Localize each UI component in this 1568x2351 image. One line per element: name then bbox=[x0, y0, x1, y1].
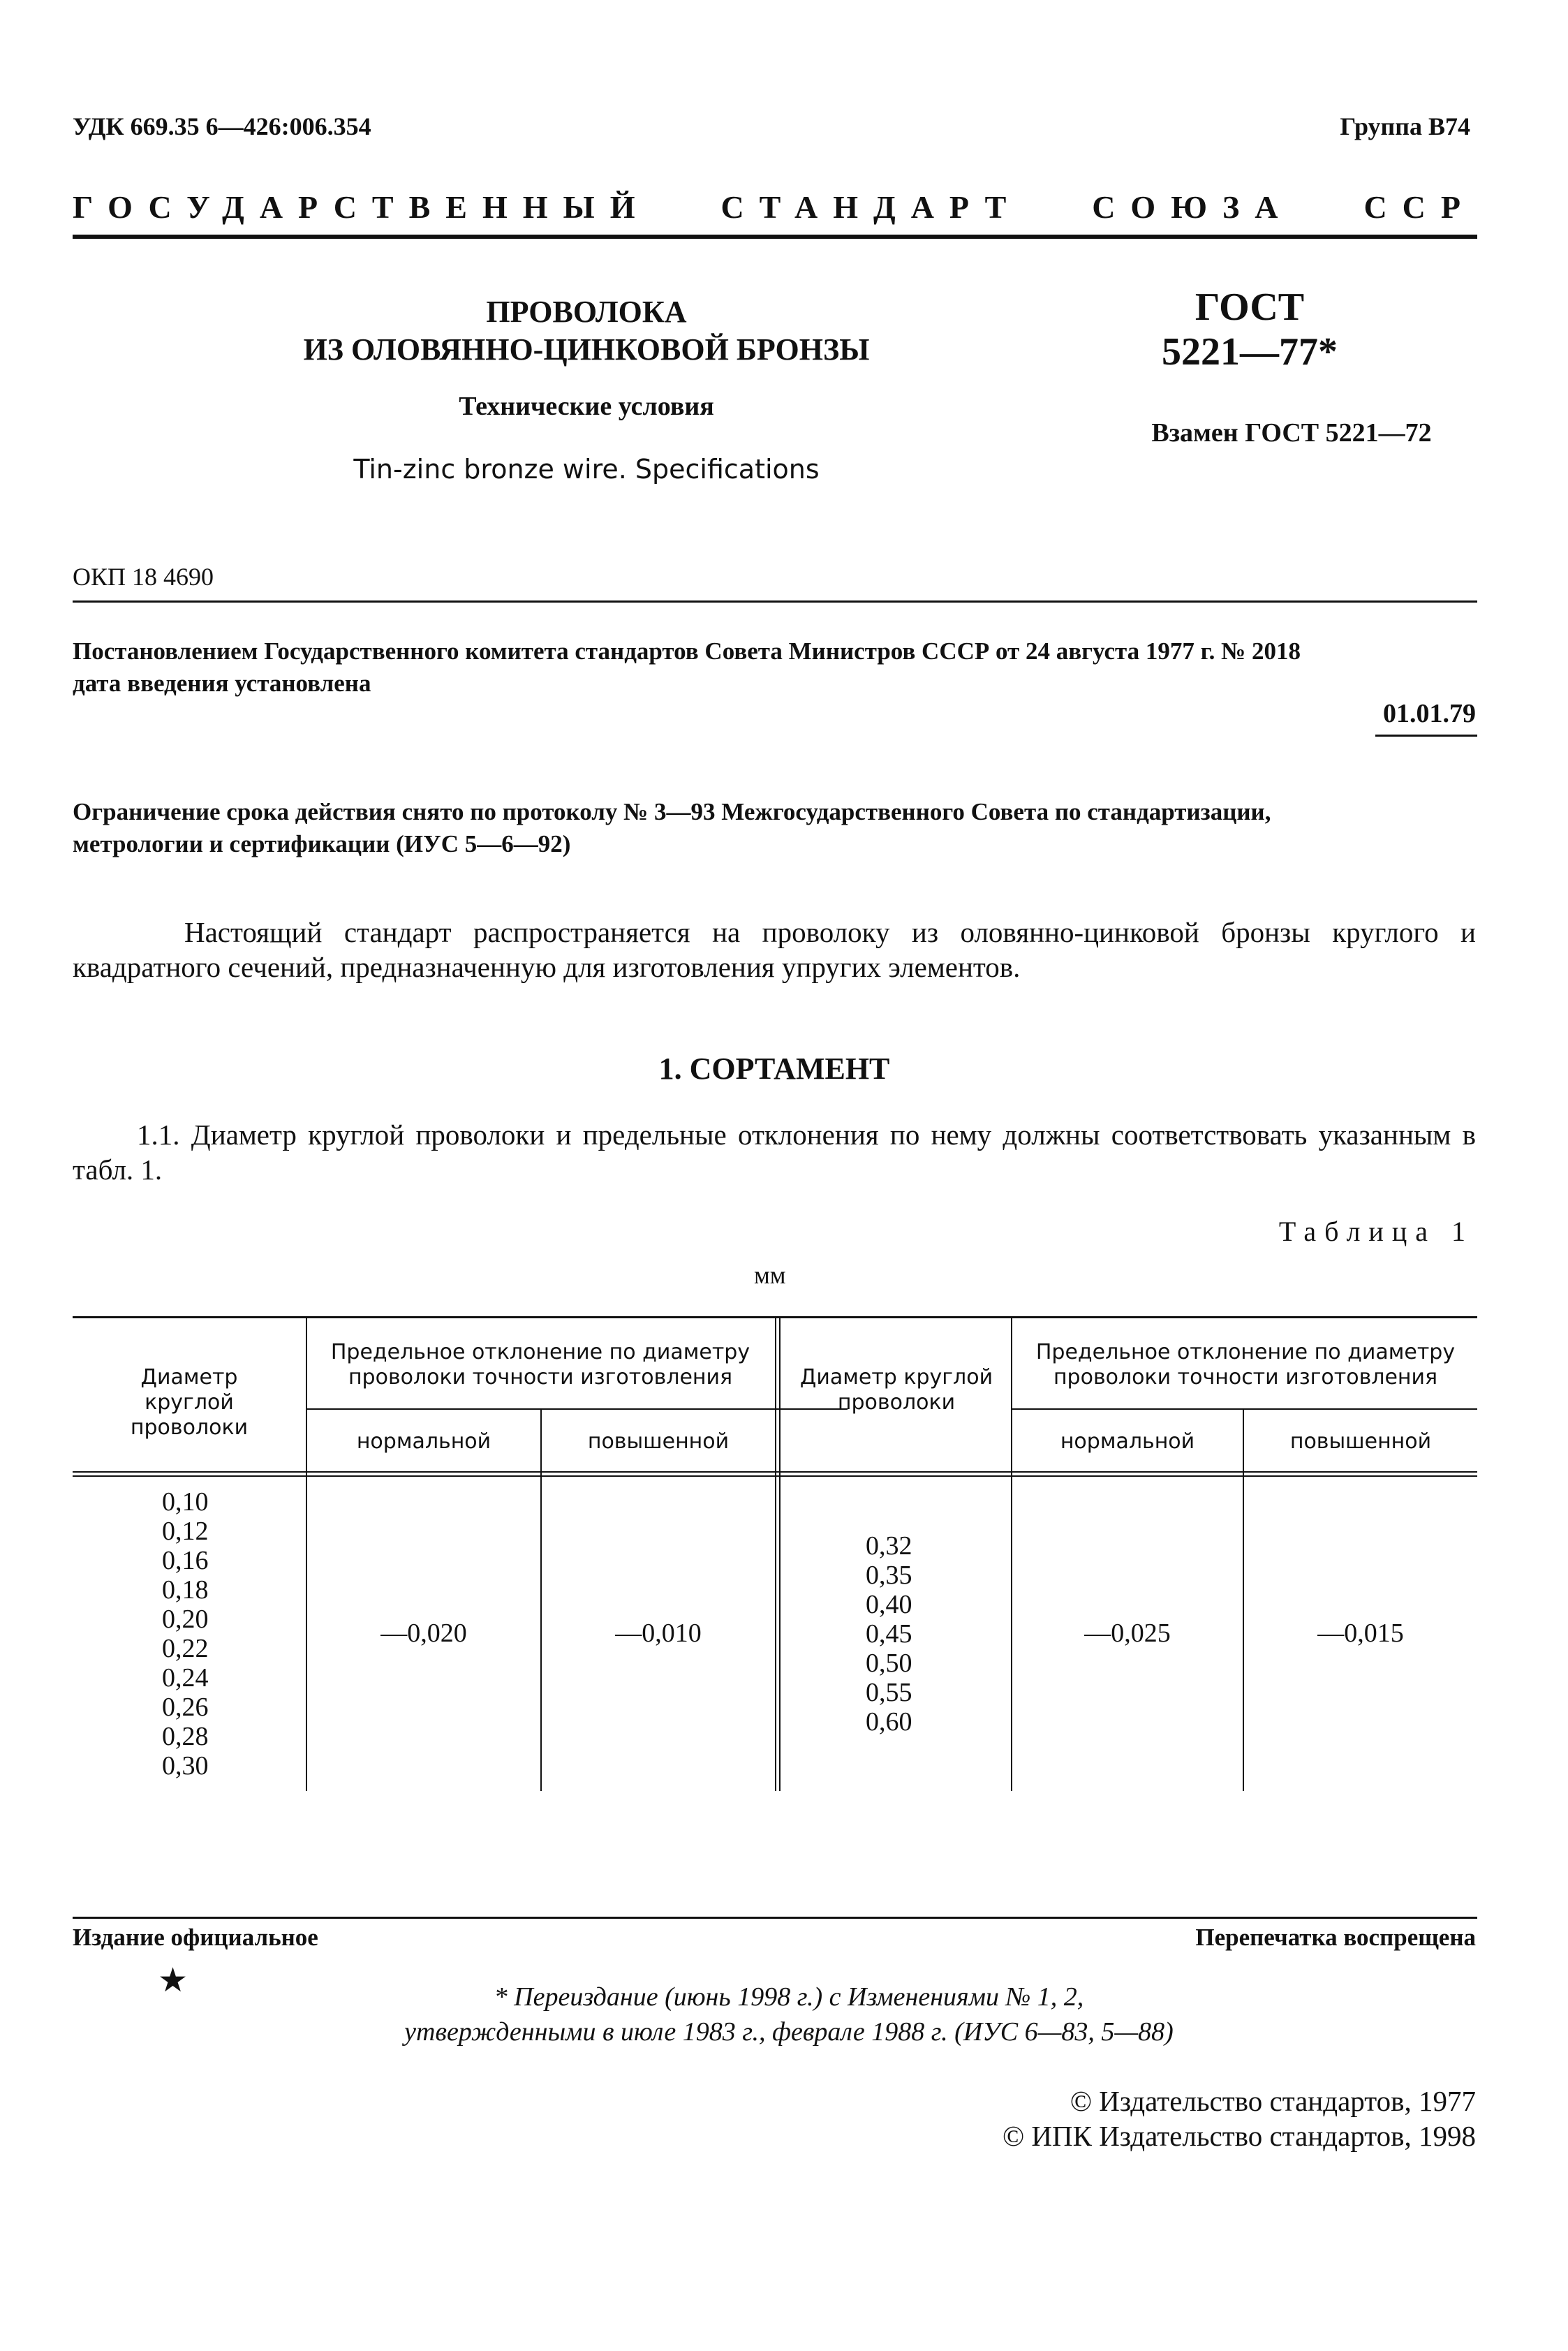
diameter-table bbox=[73, 1316, 1477, 1791]
table-unit: мм bbox=[754, 1261, 786, 1289]
diameter-value: 0,35 bbox=[866, 1561, 912, 1590]
high-deviation-right: —0,015 bbox=[1317, 1619, 1404, 1648]
title-line-2: ИЗ ОЛОВЯННО-ЦИНКОВОЙ БРОНЗЫ bbox=[303, 332, 870, 367]
copyright-1998: © ИПК Издательство стандартов, 1998 bbox=[1002, 2120, 1476, 2152]
footnote-line-1: * Переиздание (июнь 1998 г.) с Изменениями № 1, 2, bbox=[494, 1982, 1084, 2012]
diameter-value: 0,24 bbox=[162, 1663, 209, 1693]
footnote-line-2: утвержденными в июле 1983 г., феврале 1988 г. (ИУС 6—83, 5—88) bbox=[404, 2017, 1174, 2047]
group-code: Группа В74 bbox=[1340, 112, 1470, 140]
decree-line-2: дата введения установлена bbox=[73, 670, 371, 697]
diameter-value: 0,18 bbox=[162, 1575, 209, 1605]
diameter-value: 0,60 bbox=[866, 1707, 912, 1737]
normal-deviation-left: —0,020 bbox=[380, 1619, 467, 1648]
table-vline-double bbox=[779, 1316, 781, 1791]
gost-label: ГОСТ bbox=[1195, 286, 1305, 329]
footer-rule bbox=[73, 1917, 1477, 1919]
header-high-right: повышенной bbox=[1289, 1429, 1432, 1454]
diameter-value: 0,30 bbox=[162, 1751, 209, 1781]
header-deviation-right: Предельное отклонение по диаметру проволоки точности изготовления bbox=[1035, 1340, 1456, 1390]
limitation-text bbox=[73, 796, 1476, 860]
diameter-value: 0,12 bbox=[162, 1517, 209, 1546]
reissue-footnote bbox=[335, 1980, 1243, 2049]
limitation-line-1: Ограничение срока действия снято по протоколу № 3—93 Межгосударственного Совета по стандартизации, bbox=[73, 798, 1271, 825]
document-title bbox=[286, 293, 887, 369]
diameter-value: 0,22 bbox=[162, 1634, 209, 1663]
diameter-value: 0,10 bbox=[162, 1487, 209, 1517]
header-rule bbox=[73, 235, 1477, 239]
header-deviation-left: Предельное отклонение по диаметру проволоки точности изготовления bbox=[330, 1340, 750, 1390]
introduction-date: 01.01.79 bbox=[1383, 699, 1476, 728]
table-vline bbox=[1011, 1316, 1012, 1791]
section-heading: 1. СОРТАМЕНТ bbox=[658, 1052, 890, 1086]
table-vline bbox=[306, 1316, 307, 1791]
diameter-value: 0,16 bbox=[162, 1546, 209, 1575]
header-normal-left: нормальной bbox=[356, 1429, 491, 1454]
diameter-value: 0,40 bbox=[866, 1590, 912, 1619]
diameter-value: 0,26 bbox=[162, 1693, 209, 1722]
date-underline bbox=[1375, 735, 1477, 737]
copyright-1977: © Издательство стандартов, 1977 bbox=[1070, 2085, 1476, 2117]
limitation-line-2: метрологии и сертификации (ИУС 5—6—92) bbox=[73, 830, 571, 857]
okp-rule bbox=[73, 600, 1477, 603]
state-standard-word: ГОСУДАРСТВЕННЫЙ bbox=[73, 189, 651, 225]
table-vline-double bbox=[775, 1316, 776, 1791]
diameter-value: 0,32 bbox=[866, 1531, 912, 1561]
udk-code: УДК 669.35 6—426:006.354 bbox=[73, 112, 371, 140]
replaces-standard: Взамен ГОСТ 5221—72 bbox=[1151, 418, 1432, 448]
english-title: Tin-zinc bronze wire. Specifications bbox=[353, 454, 820, 485]
title-line-1: ПРОВОЛОКА bbox=[486, 295, 687, 329]
intro-paragraph: Настоящий стандарт распространяется на проволоку из оловянно-цинковой бронзы круглого и квадратного сечений, предназначенную для изготовления упругих элементов. bbox=[73, 916, 1476, 983]
official-edition: Издание официальное bbox=[73, 1924, 318, 1951]
okp-code: ОКП 18 4690 bbox=[73, 563, 214, 591]
diameter-list-right bbox=[866, 1531, 949, 1737]
header-diameter-right: Диаметр круглой проволоки bbox=[799, 1365, 993, 1415]
state-standard-word: ССР bbox=[1363, 189, 1476, 225]
header-normal-right: нормальной bbox=[1060, 1429, 1195, 1454]
subheader-rule-left bbox=[306, 1408, 848, 1410]
diameter-value: 0,45 bbox=[866, 1619, 912, 1649]
table-vline bbox=[1243, 1408, 1244, 1791]
decree-line-1: Постановлением Государственного комитета стандартов Совета Министров СССР от 24 августа 1977 г. № 2018 bbox=[73, 638, 1301, 665]
gost-number: 5221—77* bbox=[1162, 330, 1338, 374]
high-deviation-left: —0,010 bbox=[615, 1619, 702, 1648]
diameter-value: 0,20 bbox=[162, 1605, 209, 1634]
diameter-value: 0,55 bbox=[866, 1678, 912, 1707]
diameter-value: 0,28 bbox=[162, 1722, 209, 1751]
decree-text bbox=[73, 635, 1476, 700]
diameter-value: 0,50 bbox=[866, 1649, 912, 1678]
header-diameter-left: Диаметр круглой проволоки bbox=[130, 1365, 249, 1440]
state-standard-word: СТАНДАРТ bbox=[720, 189, 1022, 225]
diameter-list-left bbox=[162, 1487, 246, 1781]
table-vline bbox=[540, 1408, 542, 1791]
state-standard-heading bbox=[73, 189, 1476, 226]
gost-designation bbox=[1145, 285, 1354, 374]
normal-deviation-right: —0,025 bbox=[1084, 1619, 1171, 1648]
subheader-rule-right bbox=[1011, 1408, 1477, 1410]
document-subtitle: Технические условия bbox=[459, 392, 714, 421]
paragraph-1-1: 1.1. Диаметр круглой проволоки и предельные отклонения по нему должны соответствовать указанным в табл. 1. bbox=[73, 1119, 1476, 1186]
state-standard-word: СОЮЗА bbox=[1092, 189, 1294, 225]
header-high-left: повышенной bbox=[587, 1429, 730, 1454]
table-title: Таблица 1 bbox=[1278, 1216, 1474, 1247]
star-icon: ★ bbox=[158, 1962, 188, 1999]
reprint-prohibited: Перепечатка воспрещена bbox=[1195, 1924, 1476, 1951]
